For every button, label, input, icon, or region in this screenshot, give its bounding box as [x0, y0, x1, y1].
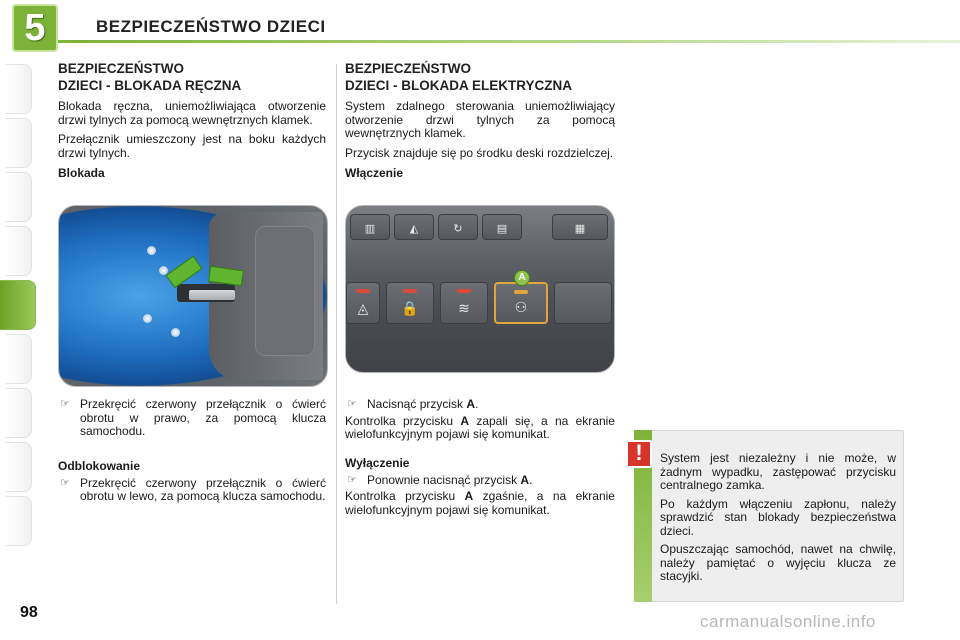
- manual-lock-para-2: Przełącznik umieszczony jest na boku każdych drzwi tylnych.: [58, 132, 326, 160]
- disable-indicator-text: Kontrolka przycisku A zgaśnie, a na ekranie wielofunkcyjnym pojawi się komunikat.: [345, 489, 615, 517]
- pointing-hand-icon: ☞: [60, 476, 70, 489]
- manual-lock-column: [58, 60, 326, 180]
- header-rule: [58, 40, 960, 43]
- chapter-tab-8[interactable]: [6, 442, 32, 492]
- chapter-number: 5: [12, 4, 58, 52]
- chapter-tab-4[interactable]: [6, 226, 32, 276]
- chapter-tab-5-active[interactable]: [0, 280, 36, 330]
- warning-para-1: System jest niezależny i nie może, w żadnym wypadku, zastępować przycisku centralnego zamka.: [660, 451, 896, 492]
- manual-lock-title-1: BEZPIECZEŃSTWO: [58, 61, 185, 76]
- unlock-step: ☞ Przekręcić czerwony przełącznik o ćwierć obrotu w lewo, za pomocą klucza samochodu.: [60, 475, 326, 503]
- manual-lock-para-1: Blokada ręczna, uniemożliwiająca otworzenie drzwi tylnych za pomocą wewnętrznych klamek.: [58, 99, 326, 127]
- manual-lock-steps: [58, 398, 326, 504]
- door-handle-recess: [255, 226, 315, 356]
- chapter-tab-7[interactable]: [6, 388, 32, 438]
- electric-lock-para-2: Przycisk znajduje się po środku deski rozdzielczej.: [345, 145, 614, 160]
- pointing-hand-icon: ☞: [347, 473, 357, 486]
- lock-subheading: Blokada: [58, 166, 105, 180]
- enable-subheading: Włączenie: [345, 166, 404, 180]
- warning-para-3: Opuszczając samochód, nawet na chwilę, należy pamiętać o wyjęciu klucza ze stacyjki.: [660, 542, 896, 583]
- page-number: 98: [20, 604, 38, 621]
- enable-indicator-text: Kontrolka przycisku A zapali się, a na ekranie wielofunkcyjnym pojawi się komunikat.: [345, 413, 615, 441]
- enable-step: ☞ Nacisnąć przycisk A.: [347, 397, 479, 411]
- watermark: carmanualsonline.info: [700, 612, 876, 631]
- chapter-tab-1[interactable]: [6, 64, 32, 114]
- electric-lock-title-1: BEZPIECZEŃSTWO: [345, 61, 472, 76]
- column-divider: [336, 64, 337, 604]
- electric-lock-steps: [345, 398, 615, 517]
- chapter-tab-9[interactable]: [6, 496, 32, 546]
- hazard-switch: ▦: [552, 214, 608, 240]
- disable-subheading: Wyłączenie: [345, 455, 410, 470]
- pointing-hand-icon: ☞: [60, 398, 70, 410]
- unlock-subheading: Odblokowanie: [58, 458, 141, 473]
- warning-text: [660, 452, 896, 589]
- electric-lock-title-2: DZIECI - BLOKADA ELEKTRYCZNA: [345, 78, 572, 93]
- central-lock-switch: 🔒: [386, 282, 434, 324]
- electric-lock-para-1: System zdalnego sterowania uniemożliwiający otworzenie drzwi tylnych za pomocą wewnętrznych klamek.: [345, 99, 615, 140]
- screw: [147, 246, 156, 255]
- dashboard-buttons-photo: [345, 205, 615, 373]
- chapter-tab-3[interactable]: [6, 172, 32, 222]
- dsc-switch: ◬: [346, 282, 380, 324]
- ac-switch: ▤: [482, 214, 522, 240]
- pointing-hand-icon: ☞: [347, 398, 357, 410]
- chapter-tab-6[interactable]: [6, 334, 32, 384]
- chapter-tab-2[interactable]: [6, 118, 32, 168]
- heated-seat-switch: ≋: [440, 282, 488, 324]
- manual-lock-title-2: DZIECI - BLOKADA RĘCZNA: [58, 78, 242, 93]
- electric-lock-column: [345, 60, 615, 180]
- button-a-label: A: [514, 270, 530, 286]
- recirculation-switch: ↻: [438, 214, 478, 240]
- page-title: BEZPIECZEŃSTWO DZIECI: [96, 17, 326, 36]
- disable-step: ☞ Ponownie nacisnąć przycisk A.: [347, 472, 533, 487]
- screw: [171, 328, 180, 337]
- chapter-tabs: [0, 60, 34, 580]
- rear-defrost-switch: ▥: [350, 214, 390, 240]
- door-lock-photo: [58, 205, 328, 387]
- exclamation-icon: !: [626, 440, 652, 468]
- car-key: [189, 290, 235, 300]
- lock-step: ☞ Przekręcić czerwony przełącznik o ćwierć obrotu w prawo, za pomocą klucza samochodu.: [60, 397, 326, 438]
- blank-switch: [554, 282, 612, 324]
- front-defrost-switch: ◭: [394, 214, 434, 240]
- screw: [143, 314, 152, 323]
- child-lock-button-a: ⚇: [494, 282, 548, 324]
- warning-para-2: Po każdym włączeniu zapłonu, należy sprawdzić stan blokady bezpieczeństwa dzieci.: [660, 496, 896, 538]
- header: [0, 0, 960, 58]
